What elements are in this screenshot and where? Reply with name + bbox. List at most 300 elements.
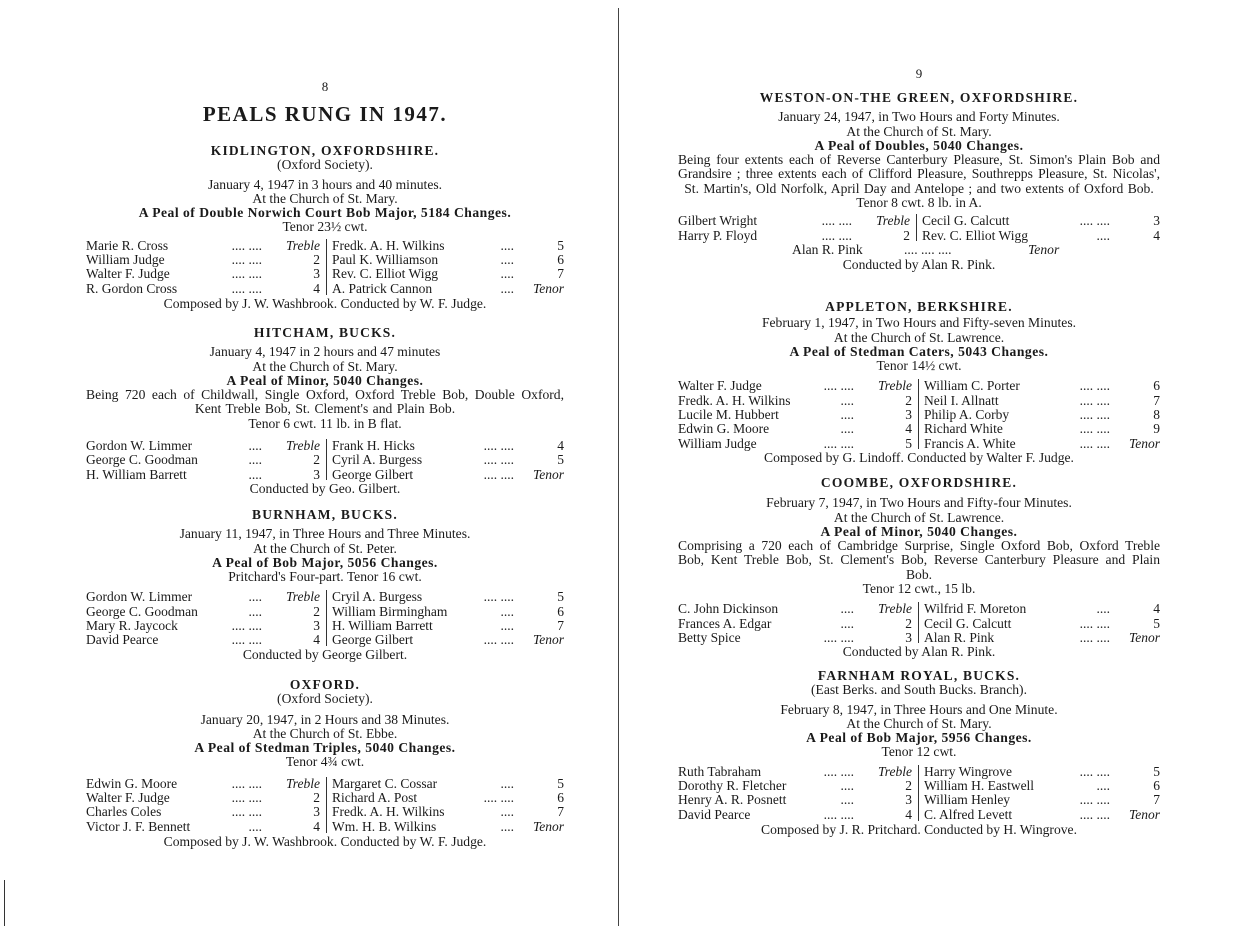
ringer-bell: 2 <box>905 392 912 408</box>
ringer-row <box>678 765 918 779</box>
ringer-dots: .... .... <box>483 632 514 648</box>
ringer-dots: .... .... <box>823 806 854 822</box>
ringer-dots: .... <box>840 392 854 408</box>
ringer-bell: 5 <box>1153 615 1160 631</box>
ringer-row <box>924 631 1160 645</box>
peal-footer: Composed by J. W. Washbrook. Conducted by W. F. Judge. <box>163 295 487 311</box>
peal-tenor: Pritchard's Four-part. Tenor 16 cwt. <box>228 569 422 585</box>
peal-tenor: Tenor 4¾ cwt. <box>285 754 365 770</box>
peal-tenor: Tenor 6 cwt. 11 lb. in B flat. <box>248 415 402 431</box>
ringer-dots: .... .... <box>483 790 514 806</box>
ringer-bell: Treble <box>285 438 320 454</box>
ringer-dots: .... <box>840 615 854 631</box>
peal-record-appleton <box>678 300 1160 466</box>
ringer-name: A. Patrick Cannon <box>332 280 433 296</box>
peal-footer: Composed by J. R. Pritchard. Conducted by H. Wingrove. <box>761 821 1077 837</box>
ringer-row <box>86 453 326 467</box>
ringer-bell: 5 <box>557 237 564 253</box>
ringer-dots: .... .... <box>231 775 262 791</box>
ringer-dots: .... .... <box>1079 421 1110 437</box>
peal-society: (Oxford Society). <box>277 691 373 707</box>
ringer-name: George C. Goodman <box>86 603 198 619</box>
ringer-name: Walter F. Judge <box>86 266 170 282</box>
column-divider <box>326 777 327 833</box>
ringer-dots: .... .... <box>231 618 262 634</box>
peal-society: (Oxford Society). <box>277 157 373 173</box>
ringer-dots: .... .... <box>231 632 262 648</box>
ringer-bell: 2 <box>903 227 910 243</box>
ringer-row <box>332 282 564 296</box>
peal-record-kidlington <box>86 144 564 311</box>
ringer-dots: .... .... <box>823 629 854 645</box>
ringer-name: Mary R. Jaycock <box>86 618 178 634</box>
ringer-bell: 2 <box>313 452 320 468</box>
peal-tenor: Tenor 23½ cwt. <box>282 219 368 235</box>
ringer-row <box>924 408 1160 422</box>
ringer-dots: .... .... <box>823 435 854 451</box>
ringer-dots: .... .... <box>823 378 854 394</box>
ringer-row <box>924 437 1160 451</box>
ringer-row <box>678 808 918 822</box>
ringer-dots: .... .... <box>231 280 262 296</box>
ringer-bell: 5 <box>905 435 912 451</box>
ringer-dots: .... <box>500 818 514 834</box>
ringer-name: C. Alfred Levett <box>924 806 1013 822</box>
ringer-name: Lucile M. Hubbert <box>678 407 779 423</box>
peal-date: January 4, 1947 in 2 hours and 47 minutes <box>209 344 441 360</box>
ringer-name: Gordon W. Limmer <box>86 589 193 605</box>
ringer-bell: 4 <box>1153 227 1160 243</box>
ringer-bell: 4 <box>313 280 320 296</box>
ringer-row <box>86 468 326 482</box>
ringer-row <box>86 239 326 253</box>
peal-church: At the Church of St. Lawrence. <box>833 329 1005 345</box>
ringers-column-left <box>678 602 918 645</box>
ringer-row <box>86 282 326 296</box>
ringer-name: H. William Barrett <box>332 618 433 634</box>
ringer-bell: 2 <box>905 778 912 794</box>
ringer-dots: .... .... <box>231 237 262 253</box>
ringer-dots: .... <box>248 452 262 468</box>
ringer-dots: .... <box>840 421 854 437</box>
ringer-row <box>678 617 918 631</box>
peal-description: Comprising a 720 each of Cambridge Surprise, Single Oxford Bob, Oxford Treble Bob, Kent Treble Bob, St. Clement's Bob, Reverse Canterbury Pleasure and Plain Bob. <box>678 538 1160 582</box>
ringer-name: Alan R. Pink <box>792 242 863 258</box>
ringer-row <box>924 394 1160 408</box>
ringer-bell: 6 <box>557 603 564 619</box>
ringer-name: David Pearce <box>86 632 159 648</box>
ringer-dots: .... .... <box>1079 615 1110 631</box>
ringer-row <box>332 605 564 619</box>
ringer-bell: Tenor <box>532 818 564 834</box>
ringer-bell: Treble <box>877 601 912 617</box>
ringer-row <box>678 422 918 436</box>
ringer-name: Marie R. Cross <box>86 237 169 253</box>
ringer-bell: Tenor <box>1128 629 1160 645</box>
ringers-column-left <box>678 214 916 243</box>
ringer-name: Harry Wingrove <box>924 763 1013 779</box>
peal-date: February 8, 1947, in Three Hours and One Minute. <box>780 701 1058 717</box>
ringer-name: Edwin G. Moore <box>678 421 770 437</box>
peal-church: At the Church of St. Lawrence. <box>833 509 1005 525</box>
ringer-dots: .... .... <box>1079 378 1110 394</box>
ringer-dots: .... <box>248 603 262 619</box>
ringer-bell: 6 <box>1153 378 1160 394</box>
ringer-bell: 2 <box>313 790 320 806</box>
page-edge-mark <box>4 880 5 926</box>
ringer-dots: .... <box>500 266 514 282</box>
ringer-bell: 6 <box>1153 778 1160 794</box>
ringer-row <box>922 214 1160 228</box>
ringer-row <box>86 791 326 805</box>
ringer-dots: .... .... <box>823 763 854 779</box>
ringer-name: Frances A. Edgar <box>678 615 772 631</box>
ringer-bell: 4 <box>313 818 320 834</box>
ringer-name: Francis A. White <box>924 435 1016 451</box>
ringer-bell: 2 <box>905 615 912 631</box>
ringer-dots: .... .... <box>1079 806 1110 822</box>
peal-record-burnham <box>86 508 564 663</box>
ringer-dots: .... .... <box>821 227 852 243</box>
column-divider <box>326 439 327 480</box>
ringer-bell: 2 <box>313 603 320 619</box>
peal-footer: Conducted by Alan R. Pink. <box>842 644 996 660</box>
ringers-table <box>678 765 1160 823</box>
peal-title: A Peal of Minor, 5040 Changes. <box>820 523 1018 539</box>
ringer-bell: 6 <box>557 252 564 268</box>
ringer-bell: Tenor <box>532 632 564 648</box>
ringer-bell: 3 <box>905 792 912 808</box>
ringer-bell: Tenor <box>1128 435 1160 451</box>
ringer-name: George Gilbert <box>332 632 414 648</box>
ringer-name: Alan R. Pink <box>924 629 995 645</box>
ringer-bell: 5 <box>557 452 564 468</box>
ringer-dots: .... <box>1096 778 1110 794</box>
ringer-dots: .... <box>500 618 514 634</box>
ringer-bell: Tenor <box>1128 806 1160 822</box>
ringers-column-right <box>924 765 1160 822</box>
peal-date: February 1, 1947, in Two Hours and Fifty-seven Minutes. <box>761 315 1077 331</box>
ringer-dots: .... .... <box>1079 407 1110 423</box>
ringers-column-right <box>922 214 1160 243</box>
column-divider <box>916 214 917 241</box>
ringer-name: H. William Barrett <box>86 466 187 482</box>
ringer-bell: Tenor <box>532 280 564 296</box>
ringer-dots: .... <box>248 438 262 454</box>
peal-place: WESTON-ON-THE GREEN, OXFORDSHIRE. <box>759 90 1079 105</box>
peal-footer: Conducted by George Gilbert. <box>242 647 408 663</box>
ringer-bell: 7 <box>557 804 564 820</box>
peal-title: A Peal of Stedman Triples, 5040 Changes. <box>194 740 456 756</box>
ringer-dots: .... <box>248 589 262 605</box>
ringer-bell: Treble <box>877 378 912 394</box>
ringer-name: Margaret C. Cossar <box>332 775 438 791</box>
ringer-dots: .... .... <box>483 452 514 468</box>
ringer-dots: .... <box>500 280 514 296</box>
ringer-row <box>332 820 564 834</box>
ringer-name: William Henley <box>924 792 1011 808</box>
ringer-name: Neil I. Allnatt <box>924 392 999 408</box>
ringer-dots: .... <box>840 601 854 617</box>
peal-church: At the Church of St. Ebbe. <box>252 725 398 741</box>
peal-church: At the Church of St. Mary. <box>846 123 992 139</box>
ringer-name: Paul K. Williamson <box>332 252 439 268</box>
ringer-row <box>678 379 918 393</box>
ringer-row <box>678 793 918 807</box>
ringer-row <box>924 808 1160 822</box>
ringer-bell: 5 <box>1153 763 1160 779</box>
ringers-table <box>678 602 1160 645</box>
peal-record-oxford <box>86 678 564 849</box>
ringer-bell: 5 <box>557 589 564 605</box>
ringer-row <box>332 791 564 805</box>
ringer-name: Ruth Tabraham <box>678 763 762 779</box>
peal-church: At the Church of St. Mary. <box>252 190 398 206</box>
ringer-dots: .... <box>840 792 854 808</box>
ringer-dots: .... .... <box>231 790 262 806</box>
peal-place: COOMBE, OXFORDSHIRE. <box>820 475 1018 490</box>
ringer-name: Cecil G. Calcutt <box>922 213 1010 229</box>
ringer-name: George Gilbert <box>332 466 414 482</box>
peal-record-coombe <box>678 476 1160 660</box>
ringer-row <box>924 779 1160 793</box>
ringers-table <box>86 439 564 482</box>
ringer-name: Rev. C. Elliot Wigg <box>922 227 1028 243</box>
ringer-name: Wilfrid F. Moreton <box>924 601 1027 617</box>
ringers-column-right <box>332 239 564 296</box>
ringer-row <box>332 633 564 647</box>
peal-place: OXFORD. <box>289 677 361 692</box>
ringer-row <box>86 439 326 453</box>
column-divider <box>326 590 327 646</box>
ringers-column-right <box>924 379 1160 450</box>
peal-tenor: Tenor 8 cwt. 8 lb. in A. <box>856 195 982 211</box>
ringer-name: David Pearce <box>678 806 751 822</box>
ringer-dots: .... <box>1096 227 1110 243</box>
ringer-name: Gordon W. Limmer <box>86 438 193 454</box>
ringer-name: Rev. C. Elliot Wigg <box>332 266 438 282</box>
peal-title: A Peal of Doubles, 5040 Changes. <box>814 137 1024 153</box>
column-divider <box>326 239 327 295</box>
ringer-dots: .... .... <box>1079 763 1110 779</box>
peal-church: At the Church of St. Peter. <box>253 540 397 556</box>
peal-place: HITCHAM, BUCKS. <box>253 325 397 340</box>
ringer-dots: .... .... <box>821 213 852 229</box>
ringer-row <box>332 267 564 281</box>
ringer-dots: .... .... <box>483 438 514 454</box>
ringer-name: Cryil A. Burgess <box>332 589 423 605</box>
page-gutter <box>618 8 619 926</box>
ringer-dots: .... <box>248 818 262 834</box>
ringer-name: Cecil G. Calcutt <box>924 615 1012 631</box>
ringer-row <box>332 253 564 267</box>
ringer-row <box>924 379 1160 393</box>
ringer-name: Richard White <box>924 421 1003 437</box>
column-divider <box>918 379 919 449</box>
ringers-column-left <box>86 239 326 296</box>
ringer-bell: Tenor <box>532 466 564 482</box>
ringers-column-left <box>86 439 326 482</box>
ringer-bell: 3 <box>313 804 320 820</box>
ringer-dots: .... <box>500 252 514 268</box>
ringer-dots: .... <box>500 237 514 253</box>
ringer-dots: .... <box>840 778 854 794</box>
ringer-dots: .... <box>1096 601 1110 617</box>
peal-record-weston-on-the-green <box>678 91 1160 272</box>
peal-title: A Peal of Stedman Caters, 5043 Changes. <box>789 343 1049 359</box>
ringer-dots: .... <box>248 466 262 482</box>
peal-date: January 11, 1947, in Three Hours and Three Minutes. <box>179 526 471 542</box>
ringer-name: C. John Dickinson <box>678 601 779 617</box>
ringer-name: Philip A. Corby <box>924 407 1010 423</box>
ringer-name: William Judge <box>86 252 165 268</box>
column-divider <box>918 602 919 643</box>
ringer-name: Betty Spice <box>678 629 741 645</box>
ringer-name: Charles Coles <box>86 804 162 820</box>
ringers-table <box>678 379 1160 451</box>
ringer-dots: .... .... <box>231 266 262 282</box>
ringer-dots: .... .... .... <box>904 242 952 258</box>
ringers-table <box>678 214 1160 243</box>
ringer-name: George C. Goodman <box>86 452 198 468</box>
ringers-column-right <box>332 590 564 647</box>
ringer-row <box>86 590 326 604</box>
ringer-name: Victor J. F. Bennett <box>86 818 191 834</box>
ringer-dots: .... .... <box>483 589 514 605</box>
peal-record-farnham-royal <box>678 669 1160 837</box>
ringers-column-right <box>332 777 564 834</box>
ringer-name: William Birmingham <box>332 603 448 619</box>
ringer-name: Walter F. Judge <box>86 790 170 806</box>
ringer-row <box>924 765 1160 779</box>
ringer-bell: 3 <box>313 266 320 282</box>
ringer-dots: .... .... <box>1079 435 1110 451</box>
ringer-bell: 4 <box>905 806 912 822</box>
ringer-bell: 4 <box>313 632 320 648</box>
ringer-row <box>86 253 326 267</box>
ringer-row <box>332 439 564 453</box>
ringer-bell: 4 <box>1153 601 1160 617</box>
ringer-dots: .... <box>500 804 514 820</box>
ringer-bell: 4 <box>905 421 912 437</box>
ringer-bell: 7 <box>557 618 564 634</box>
ringer-bell: 3 <box>313 618 320 634</box>
ringers-column-left <box>86 590 326 647</box>
ringer-name: William C. Porter <box>924 378 1020 394</box>
ringer-row <box>332 805 564 819</box>
ringer-row <box>86 820 326 834</box>
ringer-row <box>332 468 564 482</box>
ringer-bell: 6 <box>557 790 564 806</box>
ringer-name: Richard A. Post <box>332 790 418 806</box>
peal-date: February 7, 1947, in Two Hours and Fifty-four Minutes. <box>766 495 1072 511</box>
peal-footer: Composed by J. W. Washbrook. Conducted by W. F. Judge. <box>163 833 487 849</box>
ringers-table <box>86 239 564 297</box>
ringer-bell: 3 <box>1153 213 1160 229</box>
ringer-dots: .... <box>840 407 854 423</box>
peal-date: January 20, 1947, in 2 Hours and 38 Minutes. <box>200 711 450 727</box>
ringer-dots: .... .... <box>1079 213 1110 229</box>
ringer-bell: 8 <box>1153 407 1160 423</box>
page-number: 8 <box>321 79 329 94</box>
ringers-table <box>86 777 564 835</box>
ringer-name: Gilbert Wright <box>678 213 758 229</box>
ringer-name: William Judge <box>678 435 757 451</box>
ringer-dots: .... .... <box>1079 629 1110 645</box>
ringers-column-left <box>86 777 326 834</box>
peal-place: APPLETON, BERKSHIRE. <box>825 299 1013 314</box>
ringer-bell: 7 <box>1153 392 1160 408</box>
ringer-name: William H. Eastwell <box>924 778 1035 794</box>
ringer-row <box>86 605 326 619</box>
ringer-name: Harry P. Floyd <box>678 227 758 243</box>
ringer-row <box>678 602 918 616</box>
ringer-row <box>86 777 326 791</box>
ringer-name: Fredk. A. H. Wilkins <box>332 804 445 820</box>
ringers-table <box>86 590 564 648</box>
peal-footer: Conducted by Geo. Gilbert. <box>249 481 401 497</box>
ringer-name: Dorothy R. Fletcher <box>678 778 787 794</box>
peal-tenor: Tenor 14½ cwt. <box>876 358 962 374</box>
ringer-row <box>678 394 918 408</box>
ringer-row <box>924 793 1160 807</box>
ringer-name: Fredk. A. H. Wilkins <box>678 392 791 408</box>
ringer-name: Edwin G. Moore <box>86 775 178 791</box>
ringer-bell: Treble <box>285 237 320 253</box>
ringer-dots: .... .... <box>231 804 262 820</box>
ringer-bell: 4 <box>557 438 564 454</box>
ringers-column-left <box>678 765 918 822</box>
ringer-bell: 2 <box>313 252 320 268</box>
ringer-bell: 5 <box>557 775 564 791</box>
ringer-bell: Treble <box>285 589 320 605</box>
peal-record-hitcham <box>86 326 564 496</box>
ringer-bell: Tenor <box>1028 242 1060 258</box>
ringer-row <box>86 805 326 819</box>
ringer-dots: .... .... <box>1079 392 1110 408</box>
peal-tenor: Tenor 12 cwt. <box>881 744 957 760</box>
ringer-bell: Treble <box>877 763 912 779</box>
peal-title: A Peal of Double Norwich Court Bob Major, 5184 Changes. <box>138 205 512 221</box>
ringer-row <box>678 437 918 451</box>
ringer-row <box>922 229 1160 243</box>
peal-footer: Composed by G. Lindoff. Conducted by Walter F. Judge. <box>764 450 1074 466</box>
peal-place: FARNHAM ROYAL, BUCKS. <box>817 668 1021 683</box>
ringer-row <box>924 602 1160 616</box>
peal-footer: Conducted by Alan R. Pink. <box>842 256 996 272</box>
ringer-alan-pink-row <box>678 243 1160 257</box>
column-divider <box>918 765 919 821</box>
ringer-dots: .... <box>500 603 514 619</box>
ringer-dots: .... .... <box>483 466 514 482</box>
ringer-name: Wm. H. B. Wilkins <box>332 818 437 834</box>
ringer-row <box>332 239 564 253</box>
peal-place: BURNHAM, BUCKS. <box>252 507 398 522</box>
ringer-name: Cyril A. Burgess <box>332 452 423 468</box>
ringers-column-right <box>332 439 564 482</box>
page-number: 9 <box>915 66 923 81</box>
ringer-bell: Treble <box>875 213 910 229</box>
ringer-row <box>924 422 1160 436</box>
ringer-bell: Treble <box>285 775 320 791</box>
ringer-bell: 7 <box>557 266 564 282</box>
ringer-name: R. Gordon Cross <box>86 280 178 296</box>
ringer-row <box>678 214 916 228</box>
ringer-row <box>678 229 916 243</box>
ringer-row <box>678 631 918 645</box>
ringer-dots: .... .... <box>1079 792 1110 808</box>
ringers-column-right <box>924 602 1160 645</box>
